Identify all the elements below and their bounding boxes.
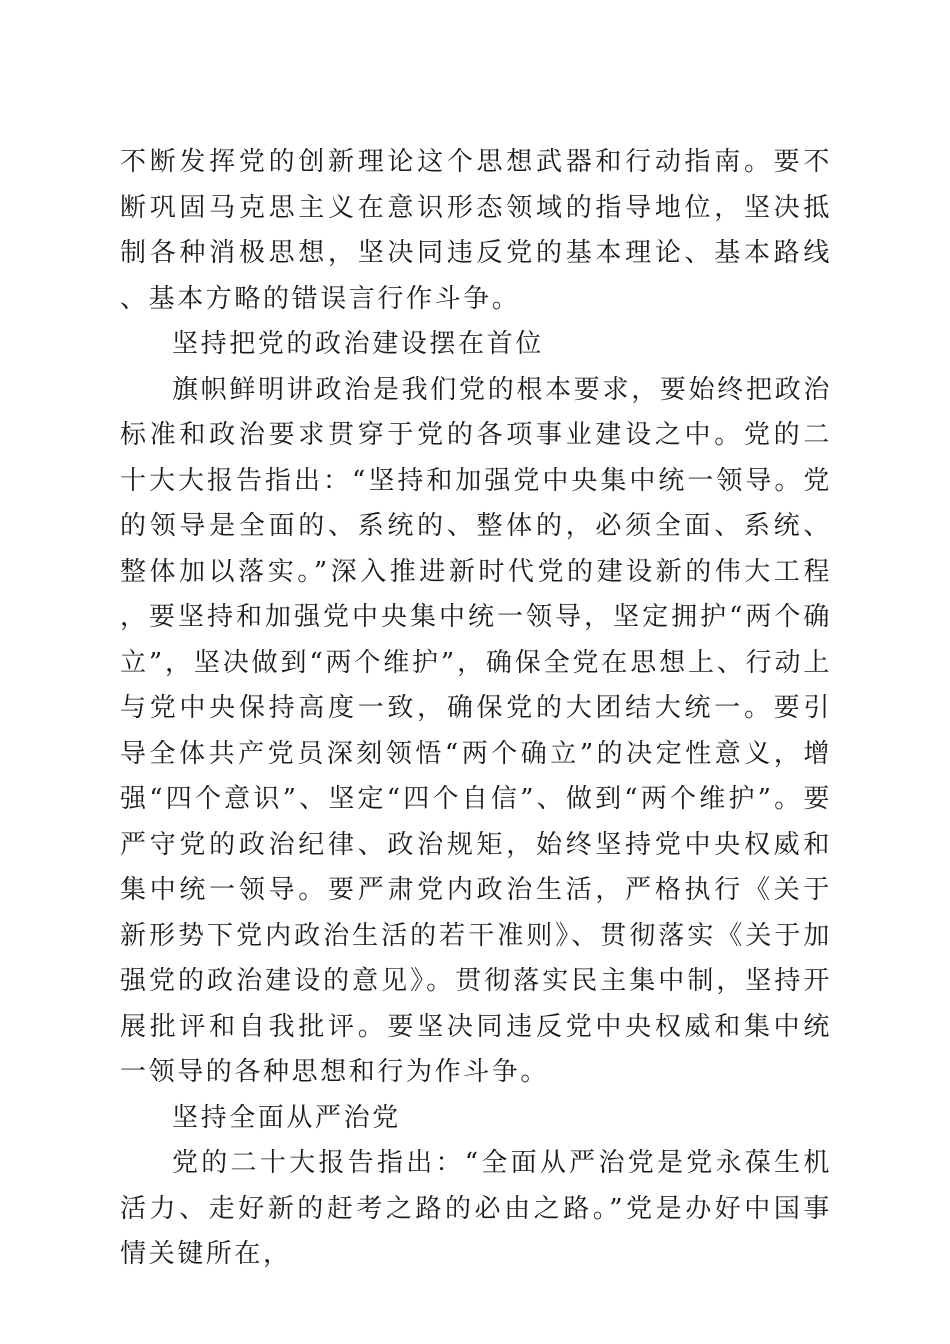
section-heading-political-building: 坚持把党的政治建设摆在首位 [172, 329, 544, 359]
section-heading-strict-governance: 坚持全面从严治党 [172, 1102, 401, 1133]
document-body [120, 140, 832, 1278]
paragraph-continuation: 不断发挥党的创新理论这个思想武器和行动指南。要不断巩固马克思主义在意识形态领域的指导地位，坚决抵制各种消极思想，坚决同违反党的基本理论、基本路线、基本方略的错误言行作斗争。 [120, 147, 832, 314]
paragraph-political-building: 旗帜鲜明讲政治是我们党的根本要求，要始终把政治标准和政治要求贯穿于党的各项事业建设之中。党的二十大大报告指出：“坚持和加强党中央集中统一领导。党的领导是全面的、系统的、整体的，必须全面、系统、整体加以落实。”深入推进新时代党的建设新的伟大工程，要坚持和加强党中央集中统一领导，坚定拥护“两个确立”，坚决做到“两个维护”，确保全党在思想上、行动上与党中央保持高度一致，确保党的大团结大统一。要引导全体共产党员深刻领悟“两个确立”的决定性意义，增强“四个意识”、坚定“四个自信”、做到“两个维护”。要严守党的政治纪律、政治规矩，始终坚持党中央权威和集中统一领导。要严肃党内政治生活，严格执行《关于新形势下党内政治生活的若干准则》、贯彻落实《关于加强党的政治建设的意见》。贯彻落实民主集中制，坚持开展批评和自我批评。要坚决同违反党中央权威和集中统一领导的各种思想和行为作斗争。 [120, 374, 832, 1087]
paragraph-strict-governance: 党的二十大报告指出：“全面从严治党是党永葆生机活力、走好新的赶考之路的必由之路。”党是办好中国事情关键所在， [120, 1148, 832, 1269]
